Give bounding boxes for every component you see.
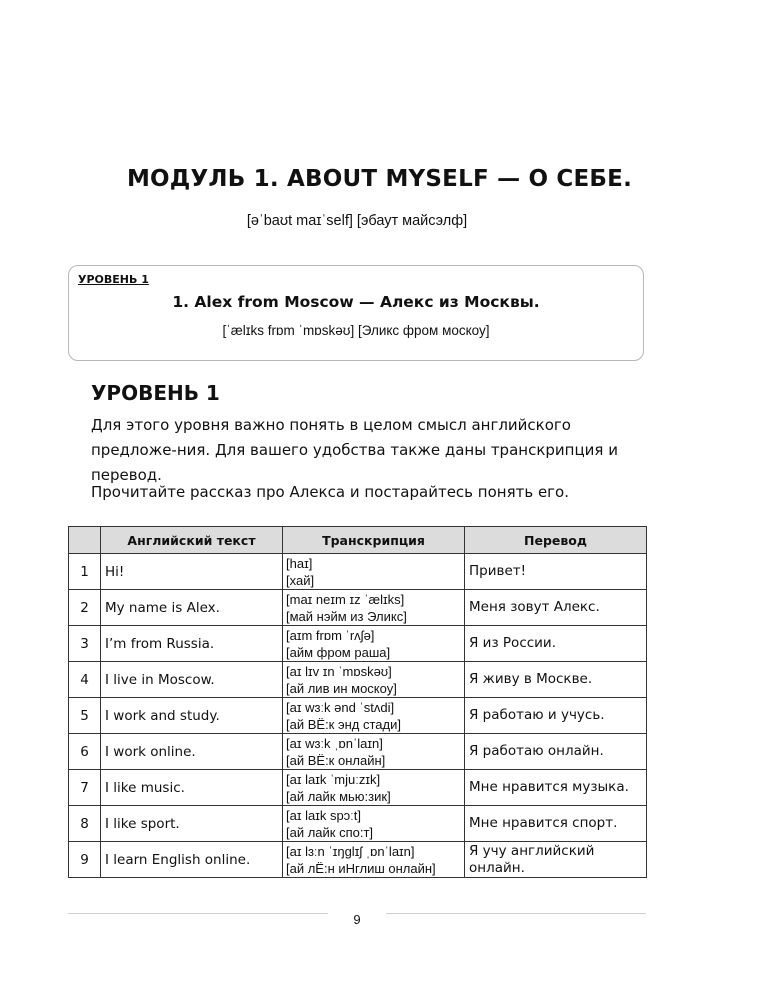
english-text: I like music. <box>101 770 283 806</box>
russian-transcription: [май нэйм из Эликс] <box>286 608 407 624</box>
ipa-transcription: [aɪm frɒm ˈrʌʃə] <box>286 627 375 643</box>
table-header-row <box>69 527 647 554</box>
header-number <box>69 527 101 554</box>
row-number: 9 <box>69 842 101 878</box>
header-translation: Перевод <box>465 527 647 554</box>
ipa-transcription: [aɪ lɜːn ˈɪŋglɪʃ ˌɒnˈlaɪn] <box>286 843 415 859</box>
row-number: 4 <box>69 662 101 698</box>
translation: Я живу в Москве. <box>465 662 647 698</box>
table-row <box>69 842 647 878</box>
translation: Я работаю и учусь. <box>465 698 647 734</box>
transcription-cell <box>283 662 465 698</box>
table-row <box>69 554 647 590</box>
row-number: 3 <box>69 626 101 662</box>
header-transcription: Транскрипция <box>283 527 465 554</box>
ipa-transcription: [aɪ laɪk spɔːt] <box>286 807 362 823</box>
transcription-cell <box>283 806 465 842</box>
row-number: 2 <box>69 590 101 626</box>
ipa-transcription: [aɪ wɜːk ˌɒnˈlaɪn] <box>286 735 383 751</box>
russian-transcription: [ай ВЁ:к энд стади] <box>286 716 401 732</box>
ipa-transcription: [aɪ laɪk ˈmjuːzɪk] <box>286 771 381 787</box>
english-text: Hi! <box>101 554 283 590</box>
translation: Я из России. <box>465 626 647 662</box>
transcription-cell <box>283 626 465 662</box>
ipa-transcription: [aɪ wɜːk ənd ˈstʌdi] <box>286 699 395 715</box>
table-row <box>69 770 647 806</box>
row-number: 7 <box>69 770 101 806</box>
translation: Привет! <box>465 554 647 590</box>
ipa-transcription: [haɪ] <box>286 555 313 571</box>
russian-transcription: [айм фром раша] <box>286 644 391 660</box>
english-text: I learn English online. <box>101 842 283 878</box>
module-transcription: [əˈbaʊt maɪˈself] [эбаут майсэлф] <box>246 213 468 229</box>
table-row <box>69 662 647 698</box>
level-box <box>68 265 644 361</box>
translation: Меня зовут Алекс. <box>465 590 647 626</box>
row-number: 6 <box>69 734 101 770</box>
russian-transcription: [ай лайк мью:зик] <box>286 788 391 804</box>
transcription-cell <box>283 554 465 590</box>
russian-transcription: [ай ВЁ:к онлайн] <box>286 752 386 768</box>
lesson-title: 1. Alex from Moscow — Алекс из Москвы. <box>172 293 540 311</box>
row-number: 8 <box>69 806 101 842</box>
header-english-text: Английский текст <box>101 527 283 554</box>
intro-paragraph: Для этого уровня важно понять в целом смысл английского предложе-ния. Для вашего удобства также даны транскрипция и перевод. <box>91 416 618 484</box>
russian-transcription: [ай лив ин москоу] <box>286 680 397 696</box>
module-title: МОДУЛЬ 1. ABOUT MYSELF — О СЕБЕ. <box>126 166 633 192</box>
english-text: I work and study. <box>101 698 283 734</box>
english-text: I live in Moscow. <box>101 662 283 698</box>
table-row <box>69 590 647 626</box>
transcription-cell <box>283 842 465 878</box>
russian-transcription: [ай лЁ:н иНглиш онлайн] <box>286 860 436 876</box>
english-text: I like sport. <box>101 806 283 842</box>
transcription-cell <box>283 698 465 734</box>
ipa-transcription: [maɪ neɪm ɪz ˈælɪks] <box>286 591 405 607</box>
row-number: 1 <box>69 554 101 590</box>
translation: Мне нравится музыка. <box>465 770 647 806</box>
translation: Я учу английский онлайн. <box>465 842 647 878</box>
page-number: 9 <box>353 912 361 927</box>
table-row <box>69 698 647 734</box>
russian-transcription: [ай лайк спо:т] <box>286 824 374 840</box>
table-row <box>69 734 647 770</box>
transcription-cell <box>283 770 465 806</box>
transcription-cell <box>283 590 465 626</box>
vocabulary-table <box>68 526 647 878</box>
english-text: I’m from Russia. <box>101 626 283 662</box>
translation: Я работаю онлайн. <box>465 734 647 770</box>
transcription-cell <box>283 734 465 770</box>
english-text: I work online. <box>101 734 283 770</box>
table-row <box>69 806 647 842</box>
ipa-transcription: [aɪ lɪv ɪn ˈmɒskəʊ] <box>286 663 392 679</box>
table-row <box>69 626 647 662</box>
row-number: 5 <box>69 698 101 734</box>
level-tag: УРОВЕНЬ 1 <box>78 273 149 286</box>
translation: Мне нравится спорт. <box>465 806 647 842</box>
instruction-paragraph: Прочитайте рассказ про Алекса и постарайтесь понять его. <box>91 483 570 501</box>
section-heading: УРОВЕНЬ 1 <box>91 381 220 405</box>
lesson-transcription: [ˈælɪks frɒm ˈmɒskəʊ] [Эликс фром москоу] <box>222 323 490 338</box>
russian-transcription: [хай] <box>286 572 315 588</box>
english-text: My name is Alex. <box>101 590 283 626</box>
table-body <box>69 554 647 878</box>
